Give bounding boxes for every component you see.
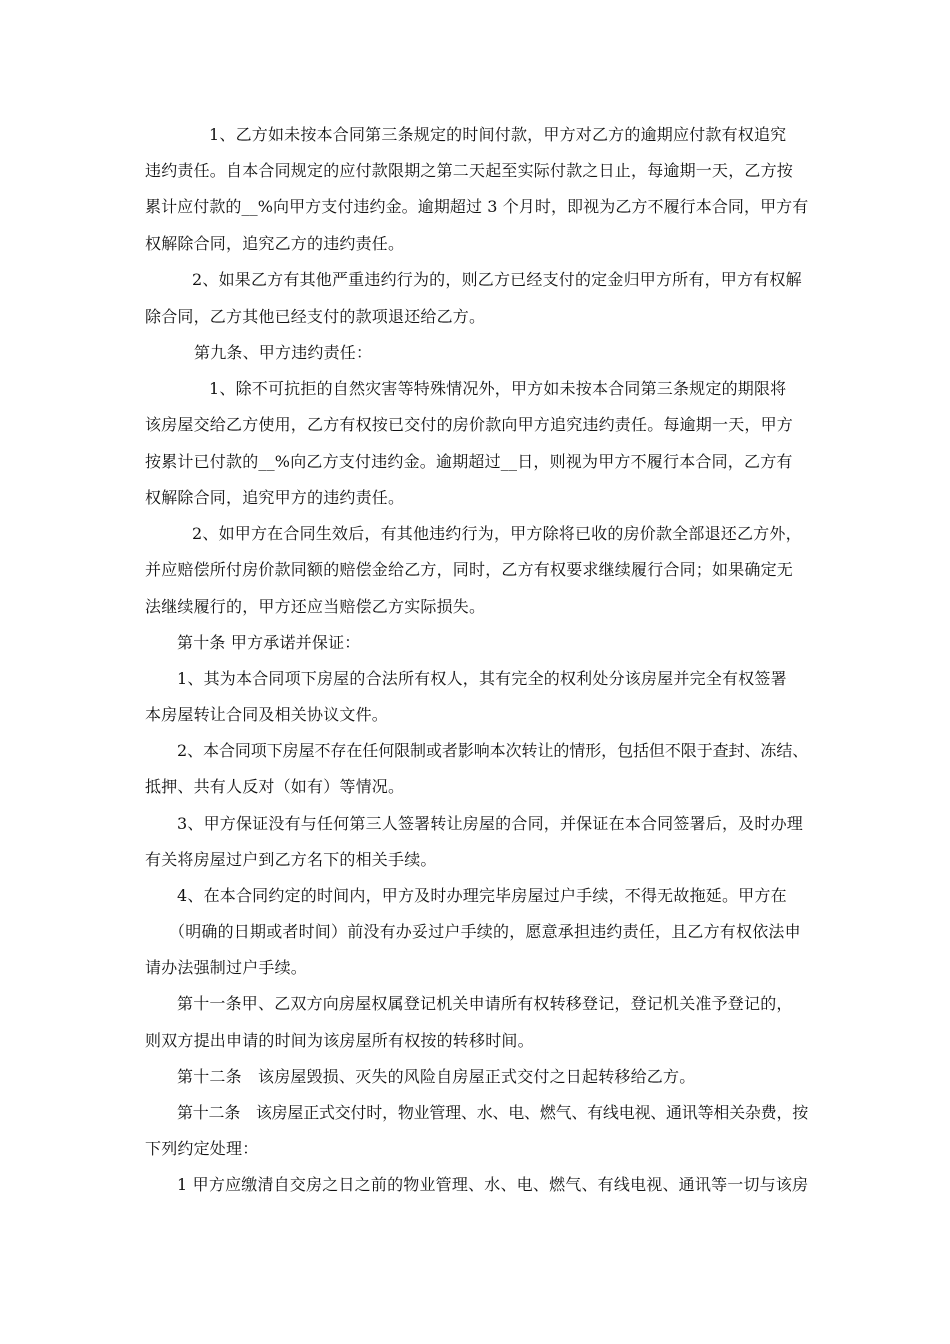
- text-line: 权解除合同，追究甲方的违约责任。: [145, 488, 405, 507]
- section-heading: 第九条、甲方违约责任：: [194, 343, 373, 362]
- text-line: 第十二条 该房屋毁损、灭失的风险自房屋正式交付之日起转移给乙方。: [177, 1067, 696, 1086]
- text-line: 1、其为本合同项下房屋的合法所有权人，其有完全的权利处分该房屋并完全有权签署: [177, 669, 787, 688]
- text-line: 1、乙方如未按本合同第三条规定的时间付款，甲方对乙方的逾期应付款有权追究: [209, 125, 787, 144]
- text-line: 除合同，乙方其他已经支付的款项退还给乙方。: [145, 307, 486, 326]
- text-line: 抵押、共有人反对（如有）等情况。: [145, 777, 405, 796]
- text-line: 本房屋转让合同及相关协议文件。: [145, 705, 389, 724]
- text-line: 则双方提出申请的时间为该房屋所有权按的转移时间。: [145, 1031, 534, 1050]
- text-line: 2、如甲方在合同生效后，有其他违约行为，甲方除将已收的房价款全部退还乙方外，: [192, 524, 802, 543]
- text-line: 请办法强制过户手续。: [145, 958, 308, 977]
- text-line: 1 甲方应缴清自交房之日之前的物业管理、水、电、燃气、有线电视、通讯等一切与该房: [177, 1175, 809, 1194]
- text-line: （明确的日期或者时间）前没有办妥过户手续的，愿意承担违约责任，且乙方有权依法申: [169, 922, 801, 941]
- text-line: 违约责任。自本合同规定的应付款限期之第二天起至实际付款之日止，每逾期一天，乙方按: [145, 161, 794, 180]
- text-line: 3、甲方保证没有与任何第三人签署转让房屋的合同，并保证在本合同签署后，及时办理: [177, 814, 803, 833]
- section-heading: 第十条 甲方承诺并保证：: [177, 633, 361, 652]
- text-line: 1、除不可抗拒的自然灾害等特殊情况外，甲方如未按本合同第三条规定的期限将: [209, 379, 787, 398]
- text-line: 并应赔偿所付房价款同额的赔偿金给乙方，同时，乙方有权要求继续履行合同；如果确定无: [145, 560, 794, 579]
- text-line: 2、本合同项下房屋不存在任何限制或者影响本次转让的情形，包括但不限于查封、冻结、: [177, 741, 809, 760]
- text-line: 下列约定处理：: [145, 1139, 259, 1158]
- text-line: 累计应付款的__%向甲方支付违约金。逾期超过 3 个月时，即视为乙方不履行本合同，甲方有: [145, 197, 809, 216]
- text-line: 第十二条 该房屋正式交付时，物业管理、水、电、燃气、有线电视、通讯等相关杂费，按: [177, 1103, 809, 1122]
- text-line: 法继续履行的，甲方还应当赔偿乙方实际损失。: [145, 597, 486, 616]
- text-line: 第十一条甲、乙双方向房屋权属登记机关申请所有权转移登记，登记机关准予登记的，: [177, 994, 793, 1013]
- text-line: 有关将房屋过户到乙方名下的相关手续。: [145, 850, 437, 869]
- text-line: 按累计已付款的__%向乙方支付违约金。逾期超过__日，则视为甲方不履行本合同，乙方有: [145, 452, 793, 471]
- text-line: 权解除合同，追究乙方的违约责任。: [145, 234, 405, 253]
- text-line: 该房屋交给乙方使用，乙方有权按已交付的房价款向甲方追究违约责任。每逾期一天，甲方: [145, 415, 794, 434]
- text-line: 2、如果乙方有其他严重违约行为的，则乙方已经支付的定金归甲方所有，甲方有权解: [192, 270, 802, 289]
- text-line: 4、在本合同约定的时间内，甲方及时办理完毕房屋过户手续，不得无故拖延。甲方在: [177, 886, 787, 905]
